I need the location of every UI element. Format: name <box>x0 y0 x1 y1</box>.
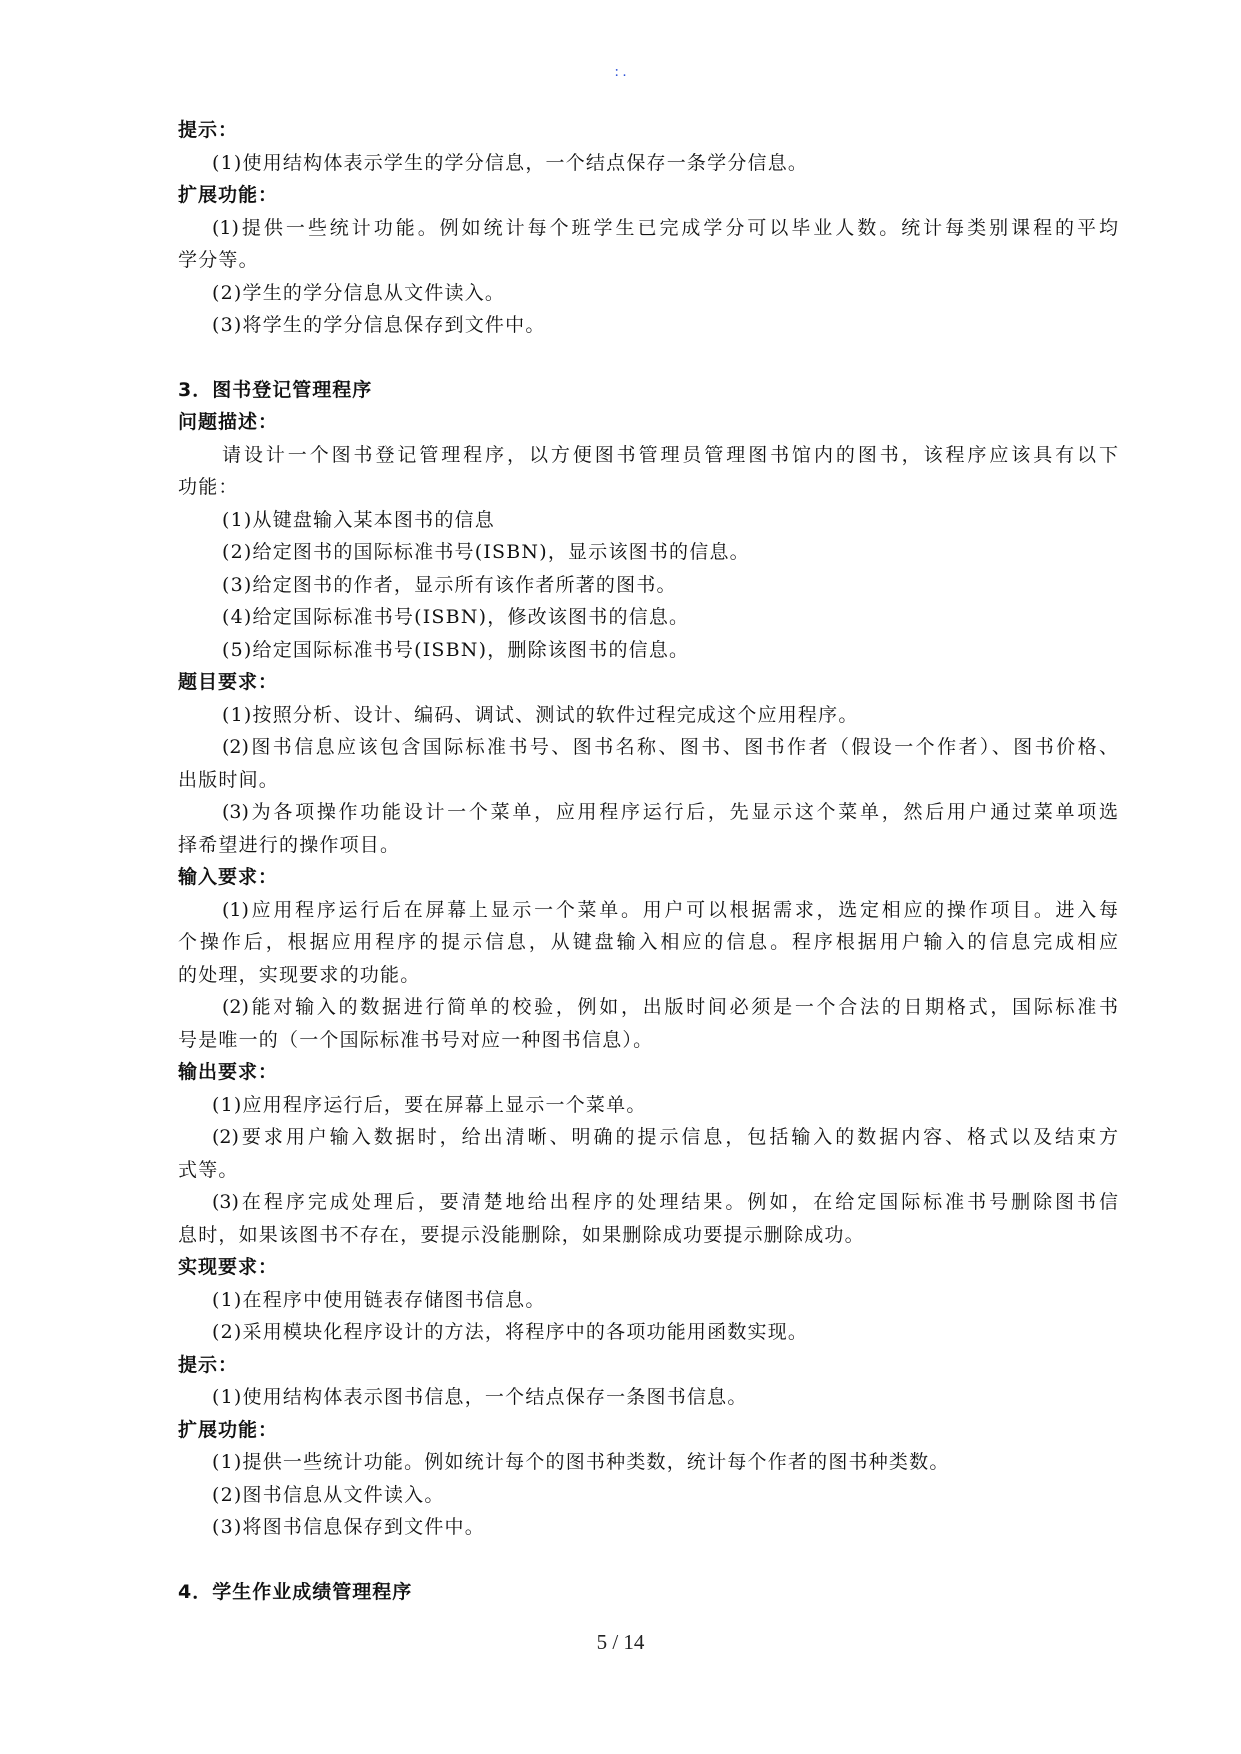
function-item: (3)给定图书的作者，显示所有该作者所著的图书。 <box>222 573 677 596</box>
extension-heading: 扩展功能： <box>178 1418 279 1441</box>
input-item-continued: 的处理，实现要求的功能。 <box>178 963 421 986</box>
hint-heading: 提示： <box>178 119 239 141</box>
requirement-item-continued: 出版时间。 <box>178 768 280 791</box>
input-item: (2)能对输入的数据进行简单的校验，例如，出版时间必须是一个合法的日期格式，国际标准书 <box>222 996 1118 1018</box>
page-header-mark: : . <box>614 64 627 80</box>
requirement-item: (2)图书信息应该包含国际标准书号、图书名称、图书、图书作者（假设一个作者）、图书价格、 <box>222 736 1118 758</box>
output-item: (2)要求用户输入数据时，给出清晰、明确的提示信息，包括输入的数据内容、格式以及结束方 <box>212 1126 1118 1148</box>
input-item: (1)应用程序运行后在屏幕上显示一个菜单。用户可以根据需求，选定相应的操作项目。进入每 <box>222 898 1118 921</box>
requirement-item: (1)按照分析、设计、编码、调试、测试的软件过程完成这个应用程序。 <box>222 703 859 726</box>
function-item: (5)给定国际标准书号(ISBN)，删除该图书的信息。 <box>222 638 690 661</box>
requirement-item-continued: 择希望进行的操作项目。 <box>178 833 401 856</box>
function-item: (2)给定图书的国际标准书号(ISBN)，显示该图书的信息。 <box>222 541 750 563</box>
requirement-item: (3)为各项操作功能设计一个菜单，应用程序运行后，先显示这个菜单，然后用户通过菜单项选 <box>222 801 1118 823</box>
requirements-heading: 题目要求： <box>178 671 279 693</box>
output-item: (1)应用程序运行后，要在屏幕上显示一个菜单。 <box>212 1093 647 1116</box>
input-item-continued: 号是唯一的（一个国际标准书号对应一种图书信息）。 <box>178 1028 654 1051</box>
output-item-continued: 息时，如果该图书不存在，要提示没能删除，如果删除成功要提示删除成功。 <box>178 1223 865 1246</box>
output-item: (3)在程序完成处理后，要清楚地给出程序的处理结果。例如，在给定国际标准书号删除图书信 <box>212 1191 1118 1213</box>
section-title: 4．学生作业成绩管理程序 <box>178 1580 413 1603</box>
extension-item: (2)图书信息从文件读入。 <box>212 1483 445 1506</box>
document-body <box>178 114 1118 1608</box>
hint-item: (1)使用结构体表示学生的学分信息，一个结点保存一条学分信息。 <box>212 151 809 174</box>
extension-item: (3)将学生的学分信息保存到文件中。 <box>212 314 546 336</box>
implementation-heading: 实现要求： <box>178 1256 279 1278</box>
problem-paragraph: 请设计一个图书登记管理程序，以方便图书管理员管理图书馆内的图书，该程序应该具有以下 <box>222 443 1118 466</box>
output-item-continued: 式等。 <box>178 1158 239 1181</box>
problem-heading: 问题描述： <box>178 411 279 433</box>
extension-item: (1)提供一些统计功能。例如统计每个班学生已完成学分可以毕业人数。统计每类别课程的平均 <box>212 216 1118 239</box>
extension-item: (2)学生的学分信息从文件读入。 <box>212 281 506 304</box>
hint-item: (1)使用结构体表示图书信息，一个结点保存一条图书信息。 <box>212 1386 748 1408</box>
extension-item-continued: 学分等。 <box>178 249 259 271</box>
function-item: (1)从键盘输入某本图书的信息 <box>222 508 495 531</box>
section-title: 3．图书登记管理程序 <box>178 378 373 401</box>
implementation-item: (1)在程序中使用链表存储图书信息。 <box>212 1288 546 1311</box>
function-item: (4)给定国际标准书号(ISBN)，修改该图书的信息。 <box>222 606 690 628</box>
input-item-continued: 个操作后，根据应用程序的提示信息，从键盘输入相应的信息。程序根据用户输入的信息完成相应 <box>178 931 1118 953</box>
extension-item: (3)将图书信息保存到文件中。 <box>212 1516 485 1538</box>
page-number: 5 / 14 <box>596 1630 645 1654</box>
hint-heading: 提示： <box>178 1353 239 1376</box>
extension-item: (1)提供一些统计功能。例如统计每个的图书种类数，统计每个作者的图书种类数。 <box>212 1451 950 1473</box>
output-heading: 输出要求： <box>178 1061 279 1083</box>
implementation-item: (2)采用模块化程序设计的方法，将程序中的各项功能用函数实现。 <box>212 1321 809 1343</box>
extension-heading: 扩展功能： <box>178 184 279 206</box>
problem-paragraph-continued: 功能： <box>178 476 239 498</box>
input-heading: 输入要求： <box>178 866 279 888</box>
